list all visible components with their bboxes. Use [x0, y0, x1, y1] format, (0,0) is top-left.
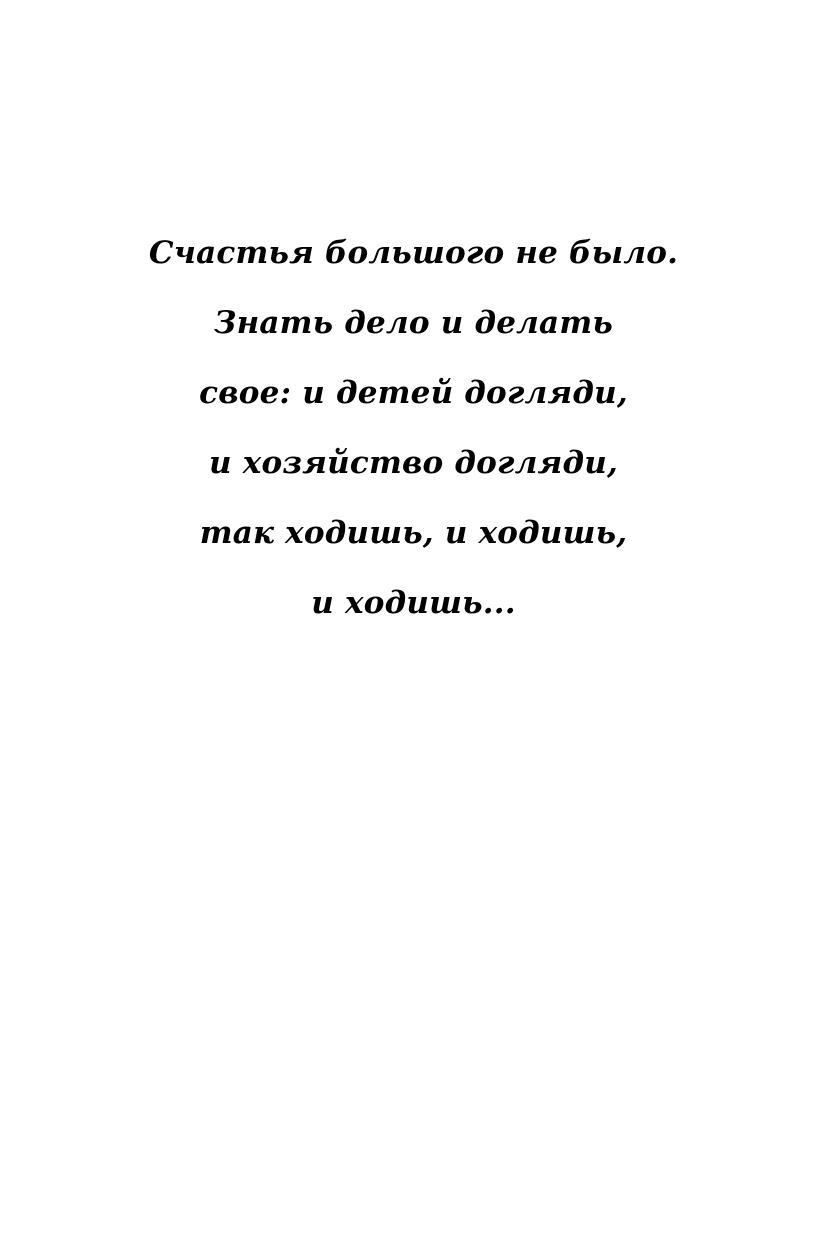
quote-line: так ходишь, и ходишь,: [199, 515, 628, 551]
quote-block: [0, 218, 827, 638]
quote-line: Знать дело и делать: [214, 305, 613, 341]
quote-line: свое: и детей догляди,: [199, 375, 628, 411]
quote-line: и хозяйство догляди,: [209, 445, 618, 481]
quote-line: и ходишь...: [311, 585, 516, 621]
quote-line: Счастья большого не было.: [148, 235, 679, 271]
